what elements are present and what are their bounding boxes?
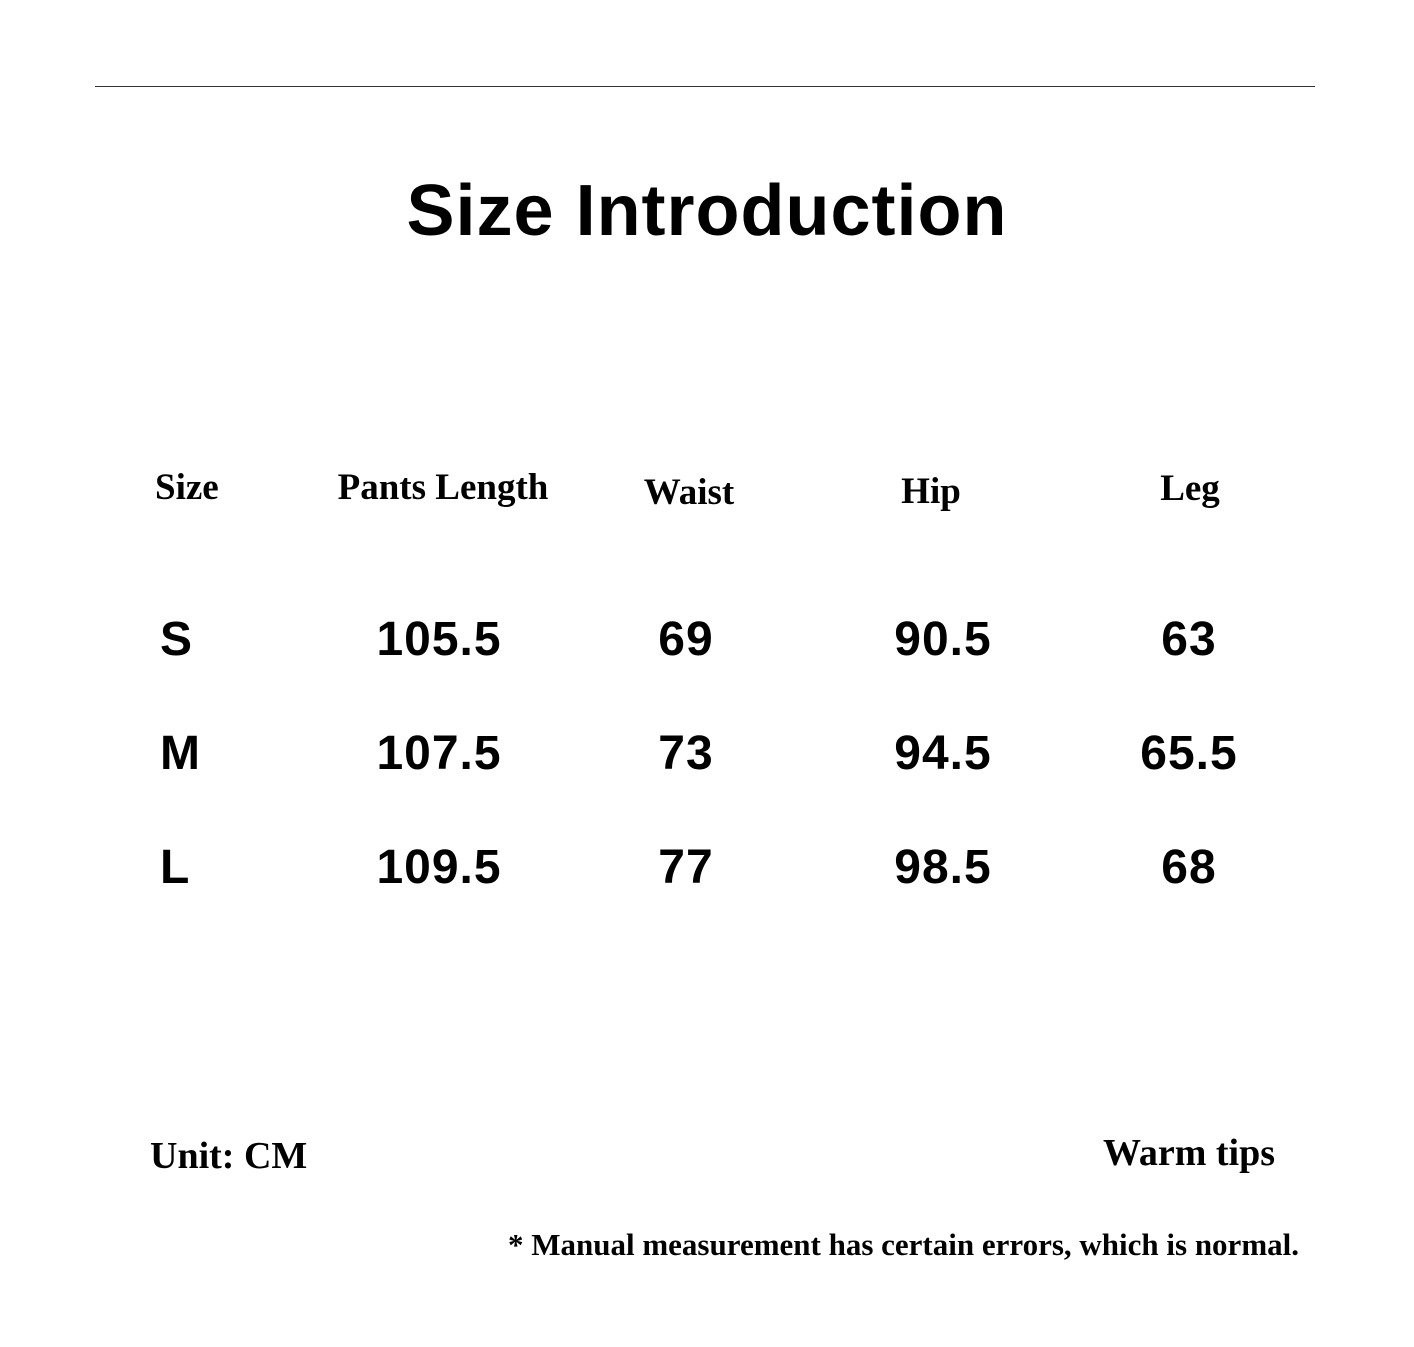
page-title: Size Introduction xyxy=(406,171,1008,251)
measurement-note: * Manual measurement has certain errors, which is normal. xyxy=(508,1227,1299,1262)
row-size: L xyxy=(160,841,191,894)
header-leg: Leg xyxy=(1160,468,1220,509)
row-leg: 68 xyxy=(1161,841,1217,894)
row-waist: 69 xyxy=(658,613,714,666)
header-hip: Hip xyxy=(901,471,961,512)
row-waist: 77 xyxy=(658,841,714,894)
warm-tips-label: Warm tips xyxy=(1102,1132,1275,1174)
row-pants-length: 107.5 xyxy=(376,727,502,780)
row-pants-length: 105.5 xyxy=(376,613,502,666)
row-leg: 65.5 xyxy=(1140,727,1238,780)
header-waist: Waist xyxy=(643,472,735,513)
row-waist: 73 xyxy=(658,727,714,780)
row-leg: 63 xyxy=(1161,613,1217,666)
unit-label: Unit: CM xyxy=(150,1135,308,1177)
row-hip: 90.5 xyxy=(894,613,992,666)
row-hip: 98.5 xyxy=(894,841,992,894)
header-pants-length: Pants Length xyxy=(337,467,549,508)
row-size: M xyxy=(160,727,201,780)
top-divider xyxy=(95,86,1315,87)
header-size: Size xyxy=(155,467,219,508)
row-hip: 94.5 xyxy=(894,727,992,780)
row-size: S xyxy=(160,613,194,666)
row-pants-length: 109.5 xyxy=(376,841,502,894)
